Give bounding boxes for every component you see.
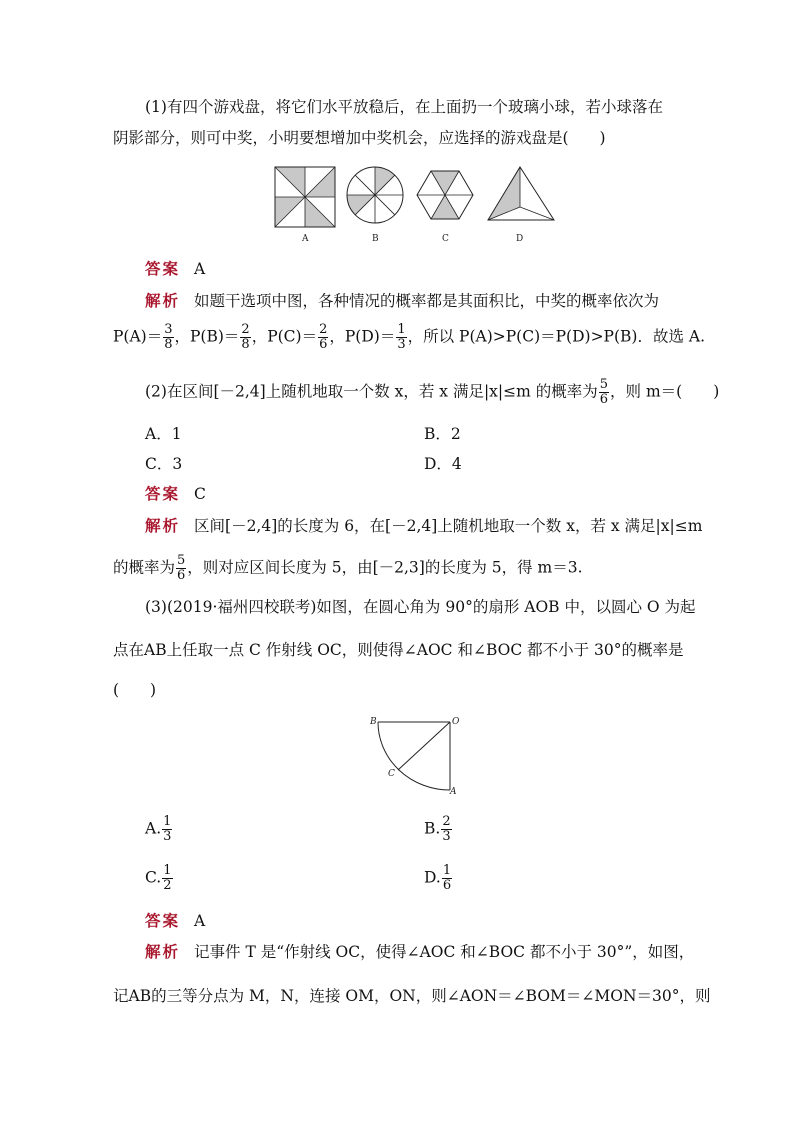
fig-label-a: A [302,234,309,244]
pb-text: ，P(B)＝ [174,327,240,346]
q2-stem-a: (2)在区间[－2,4]上随机地取一个数 x，若 x 满足|x|≤m 的概率为 [145,382,598,401]
pd-fraction: $\frac{1}{3}$ [397,322,406,352]
analysis-label: 解析 [145,291,181,310]
answer-label: 答案 [145,259,181,278]
game-board-a [275,167,335,227]
q3-option-c: C. $\frac{1}{2}$ [145,863,172,893]
label-o: O [452,717,460,727]
pd-text: ，P(D)＝ [329,327,396,346]
q2-stem-fraction: $\frac{5}{6}$ [599,377,609,407]
game-board-d [488,167,554,220]
q2-analysis-line1 [145,515,702,537]
q1-figure [270,162,560,247]
game-board-b [347,167,403,223]
q2-answer [145,483,206,505]
analysis-text: 如题干选项中图，各种情况的概率都是其面积比，中奖的概率依次为 [194,292,660,310]
q3-analysis-line1 [145,941,694,963]
label-b: B [370,717,377,727]
q2-analysis-line2 [113,554,583,583]
pc-text: ，P(C)＝ [251,327,318,346]
q2-option-d: D．4 [424,455,462,473]
q2-option-b: B．2 [424,425,461,443]
q2-stem [145,378,719,407]
analysis-label: 解析 [145,942,181,961]
analysis-label: 解析 [145,516,181,535]
q1-analysis-line1 [145,290,659,312]
q3-answer [145,910,205,932]
q1-answer [145,258,205,280]
q3-stem-line1: (3)(2019·福州四校联考)如图，在圆心角为 90°的扇形 AOB 中，以圆心 O 为起 [145,598,696,616]
q3-stem-line3: ( ) [113,681,157,699]
q3-option-b: B. $\frac{2}{3}$ [424,814,451,844]
answer-value: A [194,260,206,278]
pb-fraction: $\frac{2}{8}$ [241,322,250,352]
q2-analysis-a: 的概率为 [113,558,176,577]
analysis-tail: ，所以 P(A)>P(C)＝P(D)>P(B)．故选 A. [407,327,706,346]
q1-analysis-line2 [113,323,705,352]
q1-stem-line2: 阴影部分，则可中奖，小明要想增加中奖机会，应选择的游戏盘是( ) [113,129,606,147]
fig-label-c: C [442,234,449,244]
fig-label-d: D [516,234,524,244]
q3-option-a: A. $\frac{1}{3}$ [145,814,172,844]
q3-analysis-line2: 记AB的三等分点为 M，N，连接 OM，ON，则∠AON＝∠BOM＝∠MON＝30°，则 [113,987,711,1005]
pa-text: P(A)＝ [113,327,163,346]
answer-label: 答案 [145,911,181,930]
label-a: A [450,787,457,797]
pc-fraction: $\frac{2}{6}$ [319,322,328,352]
q2-option-c: C．3 [145,455,183,473]
q2-option-a: A．1 [145,425,182,443]
analysis-text: 记事件 T 是“作射线 OC，使得∠AOC 和∠BOC 都不小于 30°”，如图， [194,943,695,961]
ray-oc [398,722,450,770]
answer-label: 答案 [145,484,181,503]
q2-stem-b: ，则 m＝( ) [610,382,720,401]
q3-option-d: D. $\frac{1}{6}$ [424,863,452,893]
q3-stem-line2: 点在AB上任取一点 C 作射线 OC，则使得∠AOC 和∠BOC 都不小于 30°的概率是 [113,641,684,659]
label-c: C [388,769,395,779]
q3-figure [364,712,464,797]
analysis-text: 区间[－2,4]的长度为 6，在[－2,4]上随机地取一个数 x，若 x 满足|x|≤m [194,517,703,535]
q2-analysis-b: ，则对应区间长度为 5，由[－2,3]的长度为 5，得 m＝3. [187,558,583,577]
pa-fraction: $\frac{3}{8}$ [164,322,173,352]
answer-value: A [194,912,206,930]
fig-label-b: B [372,234,379,244]
answer-value: C [194,485,206,503]
game-board-c [417,171,473,219]
q2-analysis-fraction: $\frac{5}{6}$ [177,553,186,583]
q1-stem-line1: (1)有四个游戏盘，将它们水平放稳后，在上面扔一个玻璃小球，若小球落在 [145,98,663,116]
